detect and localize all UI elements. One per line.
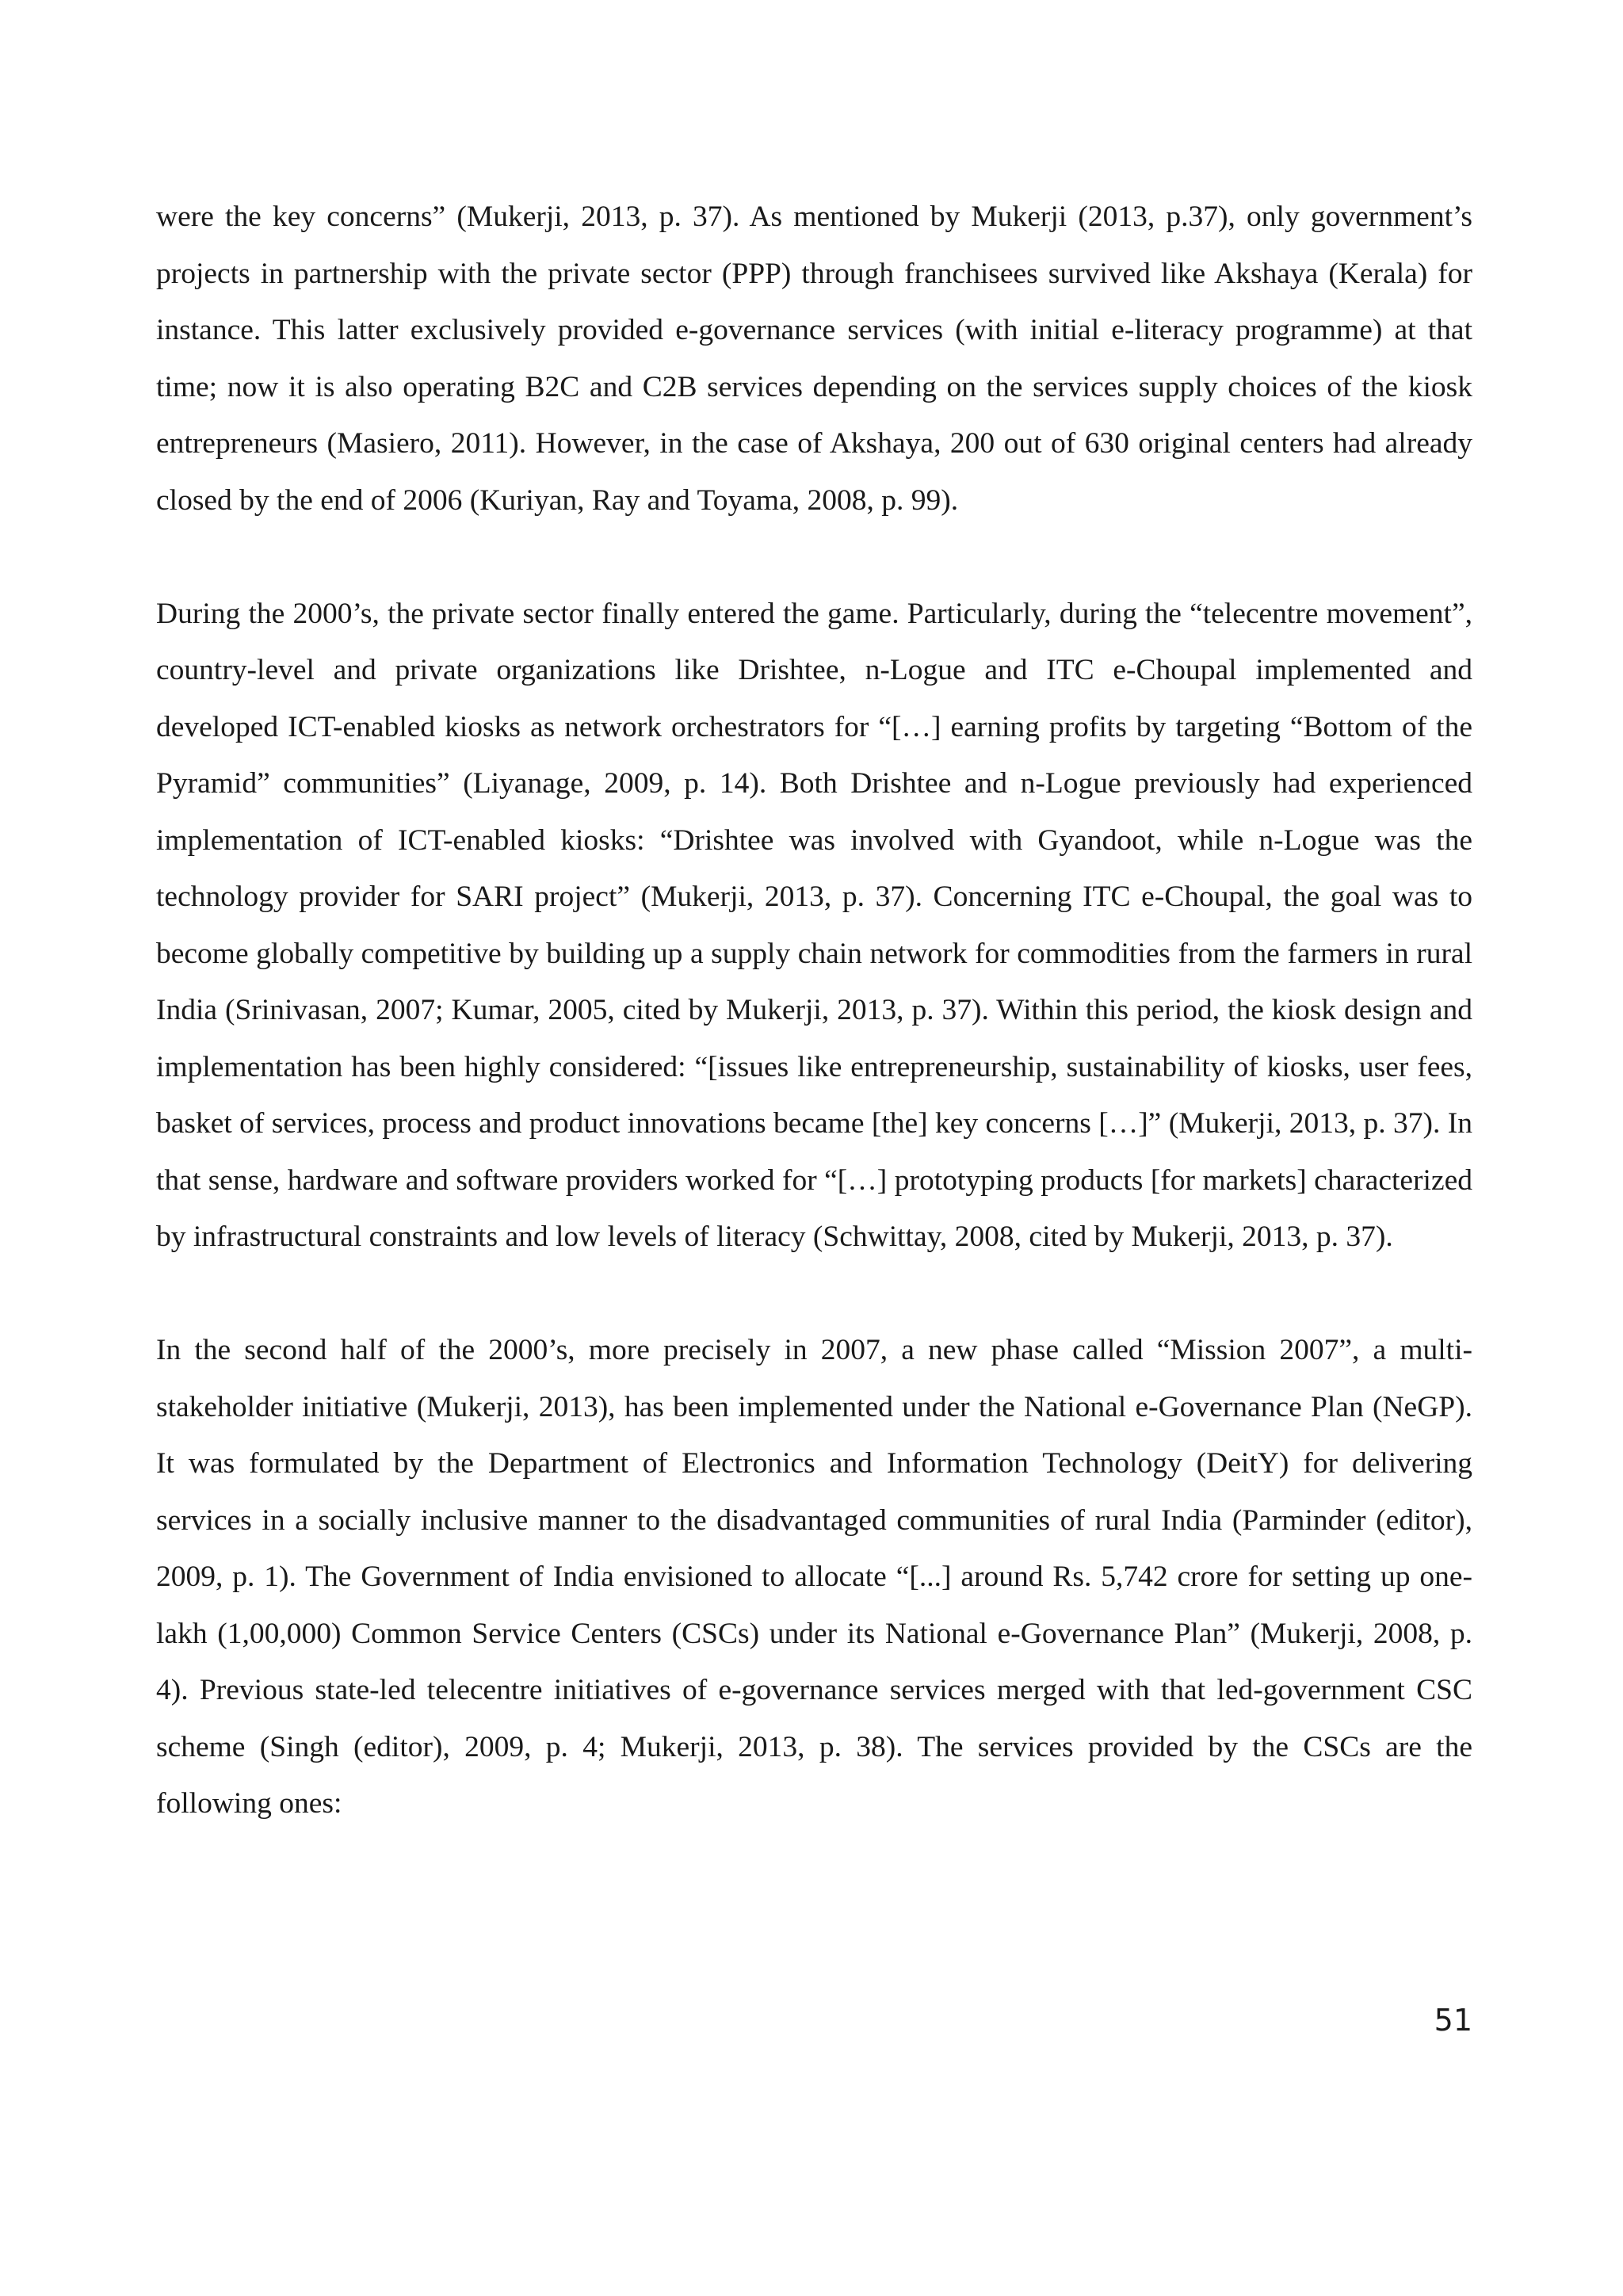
page-number: 51 — [1434, 2003, 1472, 2038]
paragraph-1: were the key concerns” (Mukerji, 2013, p. 37). As mentioned by Mukerji (2013, p.37), only government’s projects in partnership with the private sector (PPP) through franchisees survived like Akshaya (Kerala) for instance. This latter exclusively provided e-governance services (with initial e-literacy programme) at that time; now it is also operating B2C and C2B services depending on the services supply choices of the kiosk entrepreneurs (Masiero, 2011). However, in the case of Akshaya, 200 out of 630 original centers had already closed by the end of 2006 (Kuriyan, Ray and Toyama, 2008, p. 99). — [156, 201, 1472, 517]
paragraph-2: During the 2000’s, the private sector finally entered the game. Particularly, during the “telecentre movement”, country-level and private organizations like Drishtee, n-Logue and ITC e-Choupal implemented and developed ICT-enabled kiosks as network orchestrators for “[…] earning profits by targeting “Bottom of the Pyramid” communities” (Liyanage, 2009, p. 14). Both Drishtee and n-Logue previously had experienced implementation of ICT-enabled kiosks: “Drishtee was involved with Gyandoot, while n-Logue was the technology provider for SARI project” (Mukerji, 2013, p. 37). Concerning ITC e-Choupal, the goal was to become globally competitive by building up a supply chain network for commodities from the farmers in rural India (Srinivasan, 2007; Kumar, 2005, cited by Mukerji, 2013, p. 37). Within this period, the kiosk design and implementation has been highly considered: “[issues like entrepreneurship, sustainability of kiosks, user fees, basket of services, process and product innovations became [the] key concerns […]” (Mukerji, 2013, p. 37). In that sense, hardware and software providers worked for “[…] prototyping products [for markets] characterized by infrastructural constraints and low levels of literacy (Schwittay, 2008, cited by Mukerji, 2013, p. 37). — [156, 597, 1472, 1253]
paragraph-3: In the second half of the 2000’s, more precisely in 2007, a new phase called “Mission 2007”, a multi-stakeholder initiative (Mukerji, 2013), has been implemented under the National e-Governance Plan (NeGP). It was formulated by the Department of Electronics and Information Technology (DeitY) for delivering services in a socially inclusive manner to the disadvantaged communities of rural India (Parminder (editor), 2009, p. 1). The Government of India envisioned to allocate “[...] around Rs. 5,742 crore for setting up one-lakh (1,00,000) Common Service Centers (CSCs) under its National e-Governance Plan” (Mukerji, 2008, p. 4). Previous state-led telecentre initiatives of e-governance services merged with that led-government CSC scheme (Singh (editor), 2009, p. 4; Mukerji, 2013, p. 38). The services provided by the CSCs are the following ones: — [156, 1334, 1472, 1820]
body-text — [156, 189, 1472, 1832]
